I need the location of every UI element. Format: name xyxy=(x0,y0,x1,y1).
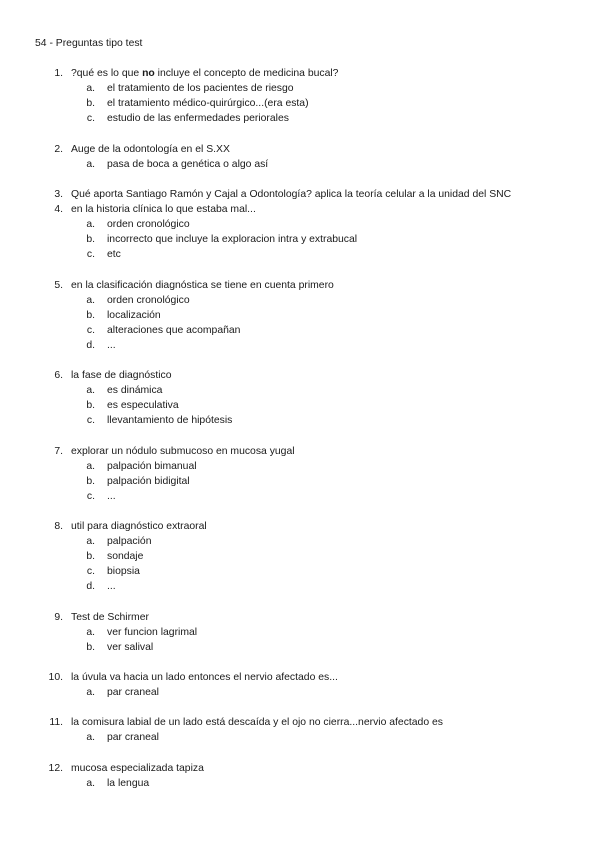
question-text: explorar un nódulo submucoso en mucosa yugal xyxy=(71,445,295,457)
option-letter: a. xyxy=(86,83,95,95)
question-text: en la clasificación diagnóstica se tiene en cuenta primero xyxy=(71,279,334,291)
answer-option xyxy=(35,383,575,398)
question-text: Auge de la odontología en el S.XX xyxy=(71,143,230,155)
answer-option xyxy=(35,579,575,594)
question-number: 7. xyxy=(54,445,63,457)
question-text xyxy=(71,66,338,81)
answer-option xyxy=(35,157,575,172)
question-number: 10. xyxy=(48,671,63,683)
option-letter: b. xyxy=(86,400,95,412)
question-item xyxy=(35,187,575,202)
option-letter: b. xyxy=(86,98,95,110)
question-number: 6. xyxy=(54,370,63,382)
option-letter: a. xyxy=(86,536,95,548)
answer-option xyxy=(35,474,575,489)
question-item xyxy=(35,715,575,730)
answer-option xyxy=(35,489,575,504)
question-text-emphasis: no xyxy=(142,68,155,80)
option-text: llevantamiento de hipótesis xyxy=(107,415,233,427)
question-item xyxy=(35,761,575,776)
option-text: par craneal xyxy=(107,732,159,744)
question-number: 2. xyxy=(54,143,63,155)
question-text: la úvula va hacia un lado entonces el nervio afectado es... xyxy=(71,671,338,683)
question-text: mucosa especializada tapiza xyxy=(71,762,204,774)
question-text: Test de Schirmer xyxy=(71,611,149,623)
option-text: etc xyxy=(107,249,121,261)
question-text-post: incluye el concepto de medicina bucal? xyxy=(154,68,339,80)
question-text: en la historia clínica lo que estaba mal... xyxy=(71,204,256,216)
answer-option xyxy=(35,217,575,232)
answer-option xyxy=(35,730,575,745)
option-letter: c. xyxy=(86,415,95,427)
option-letter: b. xyxy=(86,234,95,246)
answer-option xyxy=(35,564,575,579)
question-list xyxy=(35,66,575,791)
option-text: la lengua xyxy=(107,777,150,789)
question-text-pre: ?qué es lo que xyxy=(71,68,143,80)
question-number: 11. xyxy=(49,717,63,729)
question-item xyxy=(35,202,575,217)
option-text: orden cronológico xyxy=(107,294,190,306)
question-number: 4. xyxy=(54,204,63,216)
document xyxy=(35,36,575,791)
option-letter: a. xyxy=(86,777,95,789)
option-text: sondaje xyxy=(107,551,144,563)
option-text: orden cronológico xyxy=(107,219,190,231)
answer-option xyxy=(35,111,575,126)
option-letter: b. xyxy=(86,551,95,563)
question-item xyxy=(35,610,575,625)
option-text: es dinámica xyxy=(107,385,163,397)
answer-option xyxy=(35,413,575,428)
answer-option xyxy=(35,685,575,700)
option-letter: b. xyxy=(86,641,95,653)
document-title: 54 - Preguntas tipo test xyxy=(35,38,143,49)
question-number: 3. xyxy=(54,188,63,200)
question-text: la comisura labial de un lado está descaída y el ojo no cierra...nervio afectado es xyxy=(71,717,443,729)
option-letter: a. xyxy=(86,219,95,231)
question-item xyxy=(35,519,575,534)
option-text: palpación bimanual xyxy=(107,460,197,472)
question-item xyxy=(35,66,575,81)
question-item xyxy=(35,444,575,459)
option-text: ver salival xyxy=(107,641,154,653)
answer-option xyxy=(35,549,575,564)
answer-option xyxy=(35,293,575,308)
option-letter: a. xyxy=(86,385,95,397)
question-number: 9. xyxy=(54,611,63,623)
answer-option xyxy=(35,776,575,791)
option-letter: b. xyxy=(86,475,95,487)
option-letter: a. xyxy=(86,294,95,306)
answer-option xyxy=(35,338,575,353)
option-text: es especulativa xyxy=(107,400,179,412)
option-text: el tratamiento de los pacientes de riesgo xyxy=(107,83,294,95)
option-text: ver funcion lagrimal xyxy=(107,626,198,638)
option-text: ... xyxy=(107,581,116,593)
answer-option xyxy=(35,398,575,413)
question-number: 12. xyxy=(48,762,63,774)
question-number: 8. xyxy=(54,521,63,532)
answer-option xyxy=(35,323,575,338)
option-text: incorrecto que incluye la exploracion intra y extrabucal xyxy=(107,234,358,246)
answer-option xyxy=(35,308,575,323)
answer-option xyxy=(35,640,575,655)
option-text: pasa de boca a genética o algo así xyxy=(107,158,269,170)
option-text: estudio de las enfermedades periorales xyxy=(107,113,289,125)
option-letter: c. xyxy=(86,324,95,336)
option-letter: c. xyxy=(86,490,95,502)
question-text: Qué aporta Santiago Ramón y Cajal a Odontología? aplica la teoría celular a la unidad del SNC xyxy=(71,188,512,200)
question-text: util para diagnóstico extraoral xyxy=(71,521,207,532)
question-item xyxy=(35,142,575,157)
option-text: palpación xyxy=(107,536,152,548)
option-letter: a. xyxy=(86,460,95,472)
option-text: localización xyxy=(107,309,161,321)
option-letter: a. xyxy=(86,732,95,744)
answer-option xyxy=(35,247,575,262)
answer-option xyxy=(35,459,575,474)
answer-option xyxy=(35,96,575,111)
option-text: alteraciones que acompañan xyxy=(107,324,241,336)
question-item xyxy=(35,278,575,293)
question-text: la fase de diagnóstico xyxy=(71,370,172,382)
answer-option xyxy=(35,625,575,640)
option-text: par craneal xyxy=(107,687,159,699)
option-letter: c. xyxy=(86,566,95,578)
option-letter: d. xyxy=(86,581,95,593)
answer-option xyxy=(35,232,575,247)
question-item xyxy=(35,670,575,685)
question-number: 1. xyxy=(54,68,63,80)
option-text: ... xyxy=(107,339,116,351)
question-number: 5. xyxy=(54,279,63,291)
option-letter: a. xyxy=(86,626,95,638)
option-letter: c. xyxy=(86,249,95,261)
option-letter: c. xyxy=(86,113,95,125)
option-letter: d. xyxy=(86,339,95,351)
option-text: ... xyxy=(107,490,116,502)
option-text: biopsia xyxy=(107,566,140,578)
option-letter: b. xyxy=(86,309,95,321)
answer-option xyxy=(35,81,575,96)
option-letter: a. xyxy=(86,158,95,170)
option-text: el tratamiento médico-quirúrgico...(era esta) xyxy=(107,98,309,110)
answer-option xyxy=(35,534,575,549)
option-letter: a. xyxy=(86,687,95,699)
option-text: palpación bidigital xyxy=(107,475,190,487)
question-item xyxy=(35,368,575,383)
